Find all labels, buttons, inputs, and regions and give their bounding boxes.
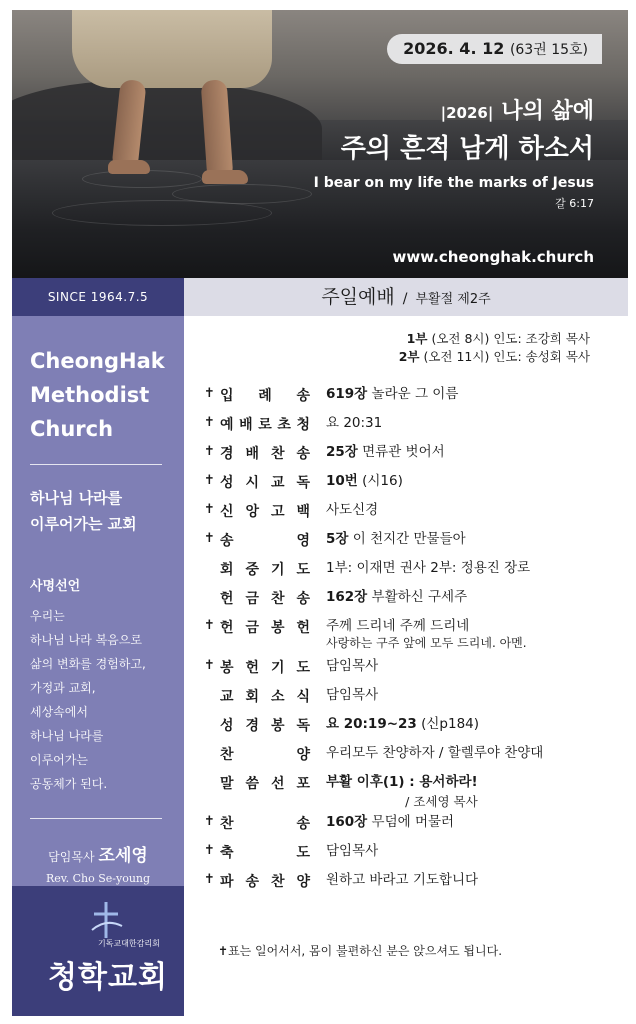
service-leaders: 1부 (오전 8시) 인도: 조강희 목사 2부 (오전 11시) 인도: 송성회 목사: [398, 331, 590, 364]
theme-year: |2026|: [440, 104, 494, 122]
order-item-label: 헌 금 찬 송: [220, 591, 310, 607]
dove-cross-icon: [86, 900, 126, 940]
denomination-label: 기독교대한감리회: [98, 939, 160, 948]
theme-reference: 갈 6:17: [555, 197, 594, 210]
order-item: [204, 587, 624, 616]
order-item-content: 1부: 이재면 권사 2부: 정용진 장로: [326, 560, 531, 576]
stand-mark: ✝: [204, 502, 215, 517]
order-item-content: 요 20:19~23 (신p184): [326, 716, 480, 732]
order-item-label: 파 송 찬 양: [220, 874, 310, 890]
stand-mark: ✝: [204, 386, 215, 401]
stand-mark: [204, 587, 220, 589]
order-item-content: 162장 부활하신 구세주: [326, 589, 468, 605]
order-item-label: 봉 헌 기 도: [220, 660, 310, 676]
order-item-content: 25장 면류관 벗어서: [326, 444, 445, 460]
logo-church-name: 청학교회: [48, 960, 168, 995]
order-item: [204, 656, 624, 685]
worship-order-panel: [184, 278, 628, 1016]
order-item: [204, 685, 624, 714]
order-item: [204, 413, 624, 442]
order-item-label: 말 씀 선 포: [220, 776, 310, 792]
order-item-label: 헌 금 봉 헌: [220, 620, 310, 636]
stand-mark: [204, 558, 220, 560]
stand-mark: ✝: [204, 658, 215, 673]
date-text: 2026. 4. 12: [403, 39, 505, 58]
theme-english: I bear on my life the marks of Jesus: [313, 175, 594, 191]
order-item: [204, 471, 624, 500]
order-item-label: 신 앙 고 백: [220, 504, 310, 520]
order-item-content: 담임목사: [326, 658, 379, 674]
church-slogan: 하나님 나라를 이루어가는 교회: [30, 489, 137, 533]
stand-mark: [204, 743, 220, 745]
order-item-label: 경 배 찬 송: [220, 446, 310, 462]
church-name: CheongHak Methodist Church: [30, 349, 165, 441]
order-item: [204, 714, 624, 743]
service-header: 주일예배 / 부활절 제2주: [184, 278, 628, 316]
issue-date: [387, 34, 602, 64]
senior-pastor: 담임목사 조세영 Rev. Cho Se-young: [45, 846, 151, 885]
sidebar: [12, 278, 184, 1016]
volume-text: (63권 15호): [509, 42, 588, 58]
order-item: [204, 442, 624, 471]
order-item-content: 5장 이 천지간 만물들아: [326, 531, 466, 547]
order-item: [204, 870, 624, 899]
order-item: [204, 558, 624, 587]
robe-figure: [72, 10, 272, 88]
order-item-content: 10번 (시16): [326, 473, 403, 489]
stand-mark: ✝: [204, 531, 215, 546]
order-item-content: 부활 이후(1) : 용서하라! / 조세영 목사: [326, 774, 478, 809]
order-item-content: 주께 드리네 주께 드리네 사랑하는 구주 앞에 모두 드리네. 아멘.: [326, 618, 527, 650]
order-item: [204, 500, 624, 529]
order-item-label: 송 영: [220, 533, 310, 549]
order-item-label: 입 례 송: [220, 388, 310, 404]
order-of-worship: [204, 384, 624, 899]
stand-mark: [204, 685, 220, 687]
since-label: SINCE 1964.7.5: [12, 278, 184, 316]
stand-mark: ✝: [204, 618, 215, 633]
order-item-label: 찬 양: [220, 747, 310, 763]
order-item-label: 축 도: [220, 845, 310, 861]
service-title: 주일예배: [321, 286, 395, 308]
order-item: [204, 529, 624, 558]
stand-mark: ✝: [204, 444, 215, 459]
hero-banner: [12, 10, 628, 278]
stand-mark: ✝: [204, 872, 215, 887]
mission-statement: 우리는 하나님 나라 복음으로 삶의 변화를 경험하고, 가정과 교회, 세상속에서 하나님 나라를 이루어가는 공동체가 된다.: [30, 609, 146, 791]
order-item: [204, 841, 624, 870]
sidebar-body: [12, 316, 184, 1016]
order-item-content: 619장 놀라운 그 이름: [326, 386, 459, 402]
theme-line-2: 주의 흔적 남게 하소서: [340, 134, 594, 164]
theme-line-1: 나의 삶에: [501, 99, 594, 124]
church-logo: [12, 886, 184, 1016]
stand-mark: ✝: [204, 843, 215, 858]
order-item-content: 담임목사: [326, 687, 379, 703]
order-item-content: 원하고 바라고 기도합니다: [326, 872, 479, 888]
stand-mark: [204, 714, 220, 716]
order-item: [204, 743, 624, 772]
order-item-content: 사도신경: [326, 502, 379, 518]
order-item-label: 성 시 교 독: [220, 475, 310, 491]
order-item: [204, 812, 624, 841]
order-item-label: 찬 송: [220, 816, 310, 832]
stand-mark: ✝: [204, 415, 215, 430]
order-item-label: 예 배 로 초 청: [220, 417, 310, 433]
order-item: [204, 772, 624, 812]
stand-mark: ✝: [204, 814, 215, 829]
order-item-content: 담임목사: [326, 843, 379, 859]
mission-title: 사명선언: [30, 579, 81, 594]
stand-mark: ✝: [204, 473, 215, 488]
order-item-label: 성 경 봉 독: [220, 718, 310, 734]
order-item-content: 요 20:31: [326, 415, 383, 431]
order-item-label: 회 중 기 도: [220, 562, 310, 578]
order-item: [204, 384, 624, 413]
order-item-content: 우리모두 찬양하자 / 할렐루야 찬양대: [326, 745, 544, 761]
order-item: [204, 616, 624, 656]
annual-theme: [314, 96, 594, 211]
church-url[interactable]: www.cheonghak.church: [392, 248, 594, 266]
stand-mark: [204, 772, 220, 774]
order-item-content: 160장 무덤에 머물러: [326, 814, 455, 830]
order-item-label: 교 회 소 식: [220, 689, 310, 705]
footnote: ✝표는 일어서서, 몸이 불편하신 분은 앉으셔도 됩니다.: [218, 944, 503, 958]
service-subtitle: 부활절 제2주: [415, 292, 491, 307]
